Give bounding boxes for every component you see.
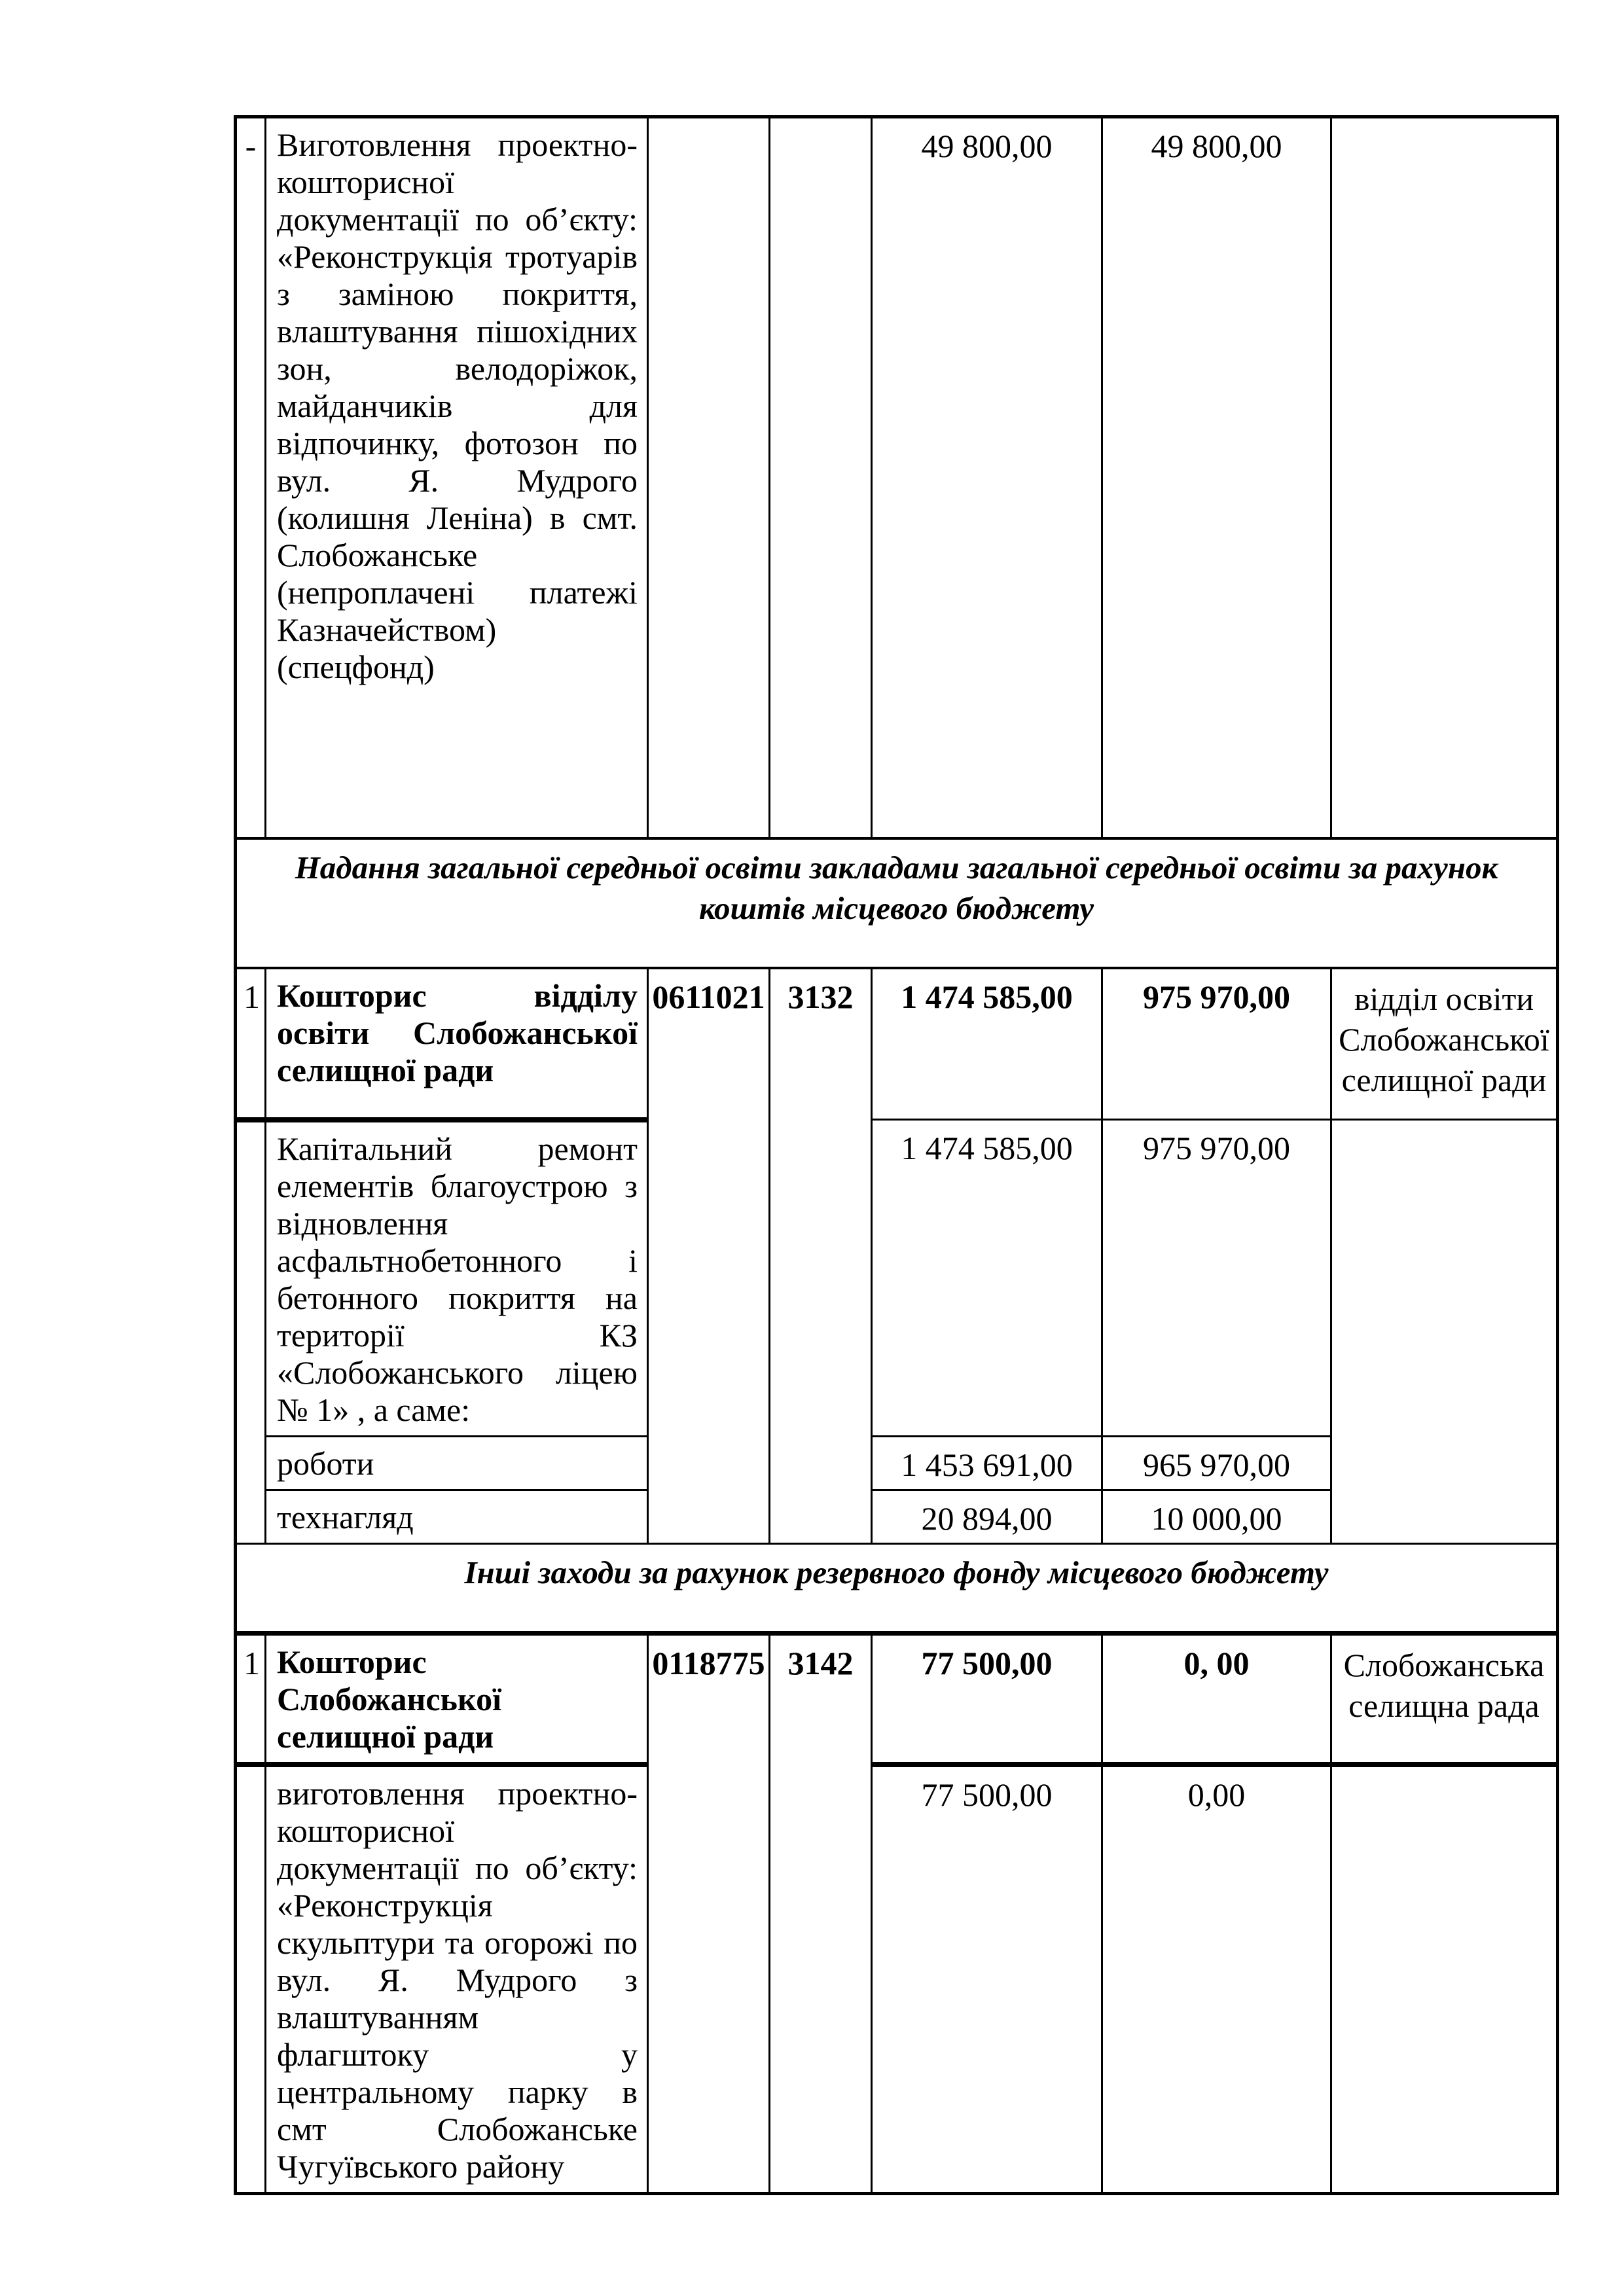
- amount-allocated-cell: 1 453 691,00: [872, 1436, 1102, 1490]
- economic-code-cell: 3142: [770, 1633, 872, 2193]
- executor-cell: Слобожанська селищна рада: [1331, 1633, 1558, 1765]
- program-code-cell: 0118775: [648, 1633, 770, 2193]
- amount-allocated-cell: 1 474 585,00: [872, 968, 1102, 1120]
- amount-used-cell: 0, 00: [1102, 1633, 1331, 1765]
- amount-allocated-cell: 49 800,00: [872, 117, 1102, 838]
- program-code-cell: [648, 117, 770, 838]
- table-row-pre-section: [236, 117, 1558, 838]
- amount-allocated-cell: 77 500,00: [872, 1633, 1102, 1765]
- executor-cell: відділ освіти Слобожанської селищної ради: [1331, 968, 1558, 1120]
- section-header-row-education: [236, 838, 1558, 968]
- row-number-cell: 1: [236, 1633, 266, 1765]
- table-row-education-detail: [236, 1120, 1558, 1437]
- economic-code-cell: 3132: [770, 968, 872, 1544]
- amount-used-cell: 49 800,00: [1102, 117, 1331, 838]
- amount-used-cell: 0,00: [1102, 1765, 1331, 2194]
- amount-used-cell: 975 970,00: [1102, 1120, 1331, 1437]
- row-number-cell-empty: [236, 1120, 266, 1544]
- economic-code-cell: [770, 117, 872, 838]
- description-cell: Виготовлення проектно-кошторисної документації по об’єкту: «Реконструкція тротуарів з заміною покриття, влаштування пішохідних зон, велодоріжок, майданчиків для відпочинку, фотозон по вул. Я. Мудрого (колишня Леніна) в смт. Слобожанське (непроплачені платежі Казначейством) (спецфонд): [266, 117, 648, 838]
- section-header-row-reserve: [236, 1543, 1558, 1633]
- executor-cell-empty: [1331, 1120, 1558, 1544]
- estimate-title-cell: Кошторис Слобожанської селищної ради: [266, 1633, 648, 1765]
- section-header-education: Надання загальної середньої освіти закладами загальної середньої освіти за рахунок коштів місцевого бюджету: [236, 838, 1558, 968]
- amount-used-cell: 975 970,00: [1102, 968, 1331, 1120]
- amount-allocated-cell: 1 474 585,00: [872, 1120, 1102, 1437]
- row-number-cell: -: [236, 117, 266, 838]
- table-row-reserve-detail: [236, 1765, 1558, 2194]
- section-header-reserve: Інші заходи за рахунок резервного фонду місцевого бюджету: [236, 1543, 1558, 1633]
- budget-table: [234, 115, 1559, 2195]
- table-row-education-main: [236, 968, 1558, 1120]
- table-row-reserve-main: [236, 1633, 1558, 1765]
- estimate-title-cell: Кошторис відділу освіти Слобожанської селищної ради: [266, 968, 648, 1120]
- row-number-cell: 1: [236, 968, 266, 1120]
- amount-allocated-cell: 20 894,00: [872, 1490, 1102, 1543]
- description-cell: Капітальний ремонт елементів благоустрою з відновлення асфальтнобетонного і бетонного покриття на території КЗ «Слобожанського ліцею № 1» , а саме:: [266, 1120, 648, 1437]
- amount-used-cell: 10 000,00: [1102, 1490, 1331, 1543]
- executor-cell-empty: [1331, 1765, 1558, 2194]
- description-cell: виготовлення проектно-кошторисної документації по об’єкту: «Реконструкція скульптури та огорожі по вул. Я. Мудрого з влаштуванням флагштоку у центральному парку в смт Слобожанське Чугуївського району: [266, 1765, 648, 2194]
- row-number-cell-empty: [236, 1765, 266, 2194]
- amount-allocated-cell: 77 500,00: [872, 1765, 1102, 2194]
- item-label-cell: роботи: [266, 1436, 648, 1490]
- executor-cell: [1331, 117, 1558, 838]
- item-label-cell: технагляд: [266, 1490, 648, 1543]
- amount-used-cell: 965 970,00: [1102, 1436, 1331, 1490]
- program-code-cell: 0611021: [648, 968, 770, 1544]
